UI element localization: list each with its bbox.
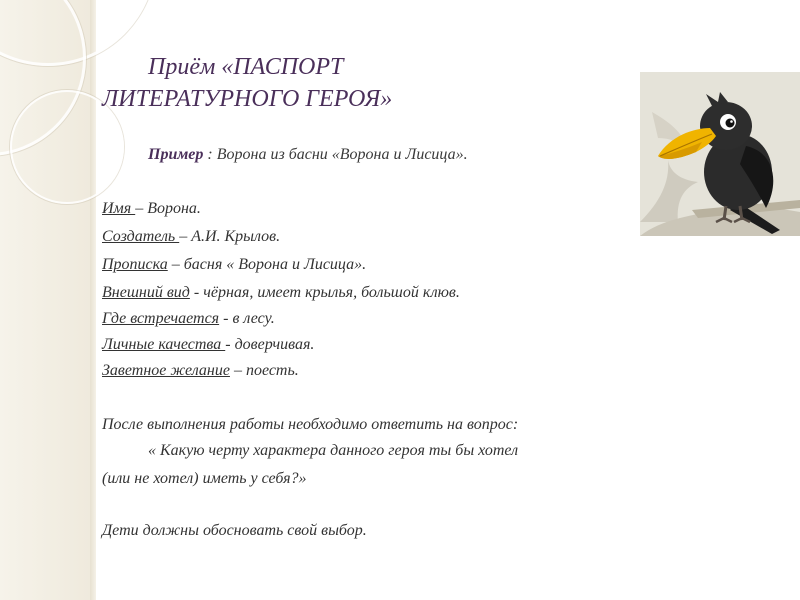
field-value: - чёрная, имеет крылья, большой клюв. xyxy=(189,284,460,301)
passport-row-creator xyxy=(102,228,280,246)
field-value: - в лесу. xyxy=(219,310,275,327)
field-label: Прописка xyxy=(102,256,168,273)
conclusion-text: Дети должны обосновать свой выбор. xyxy=(102,522,367,539)
field-label: Внешний вид xyxy=(102,284,190,301)
crow-image xyxy=(640,72,800,236)
decorative-side-stripe xyxy=(90,0,96,600)
example-line xyxy=(148,146,468,164)
title-line-1: Приём «ПАСПОРТ xyxy=(148,54,344,80)
field-value: – поесть. xyxy=(229,362,299,379)
passport-row-location xyxy=(102,310,275,328)
passport-row-name xyxy=(102,200,201,218)
crow-icon xyxy=(640,72,800,236)
passport-row-wish xyxy=(102,362,299,380)
question-line-2: « Какую черту характера данного героя ты бы хотел xyxy=(148,442,519,459)
passport-row-qualities xyxy=(102,336,314,354)
field-label: Личные качества xyxy=(102,336,226,353)
field-label: Заветное желание xyxy=(102,362,230,379)
field-label: Создатель xyxy=(102,228,180,245)
field-value: – А.И. Крылов. xyxy=(179,228,281,245)
passport-row-appearance xyxy=(102,284,460,302)
question-line-1: После выполнения работы необходимо ответить на вопрос: xyxy=(102,416,519,433)
example-text: : Ворона из басни «Ворона и Лисица». xyxy=(203,146,468,163)
field-value: - доверчивая. xyxy=(225,336,315,353)
field-value: – басня « Ворона и Лисица». xyxy=(167,256,367,273)
field-label: Где встречается xyxy=(102,310,220,327)
field-label: Имя xyxy=(102,200,136,217)
passport-row-residence xyxy=(102,256,366,274)
example-label: Пример xyxy=(148,146,204,163)
question-line-3: (или не хотел) иметь у себя?» xyxy=(102,470,307,487)
title-line-2: ЛИТЕРАТУРНОГО ГЕРОЯ» xyxy=(102,86,393,112)
field-value: – Ворона. xyxy=(135,200,201,217)
